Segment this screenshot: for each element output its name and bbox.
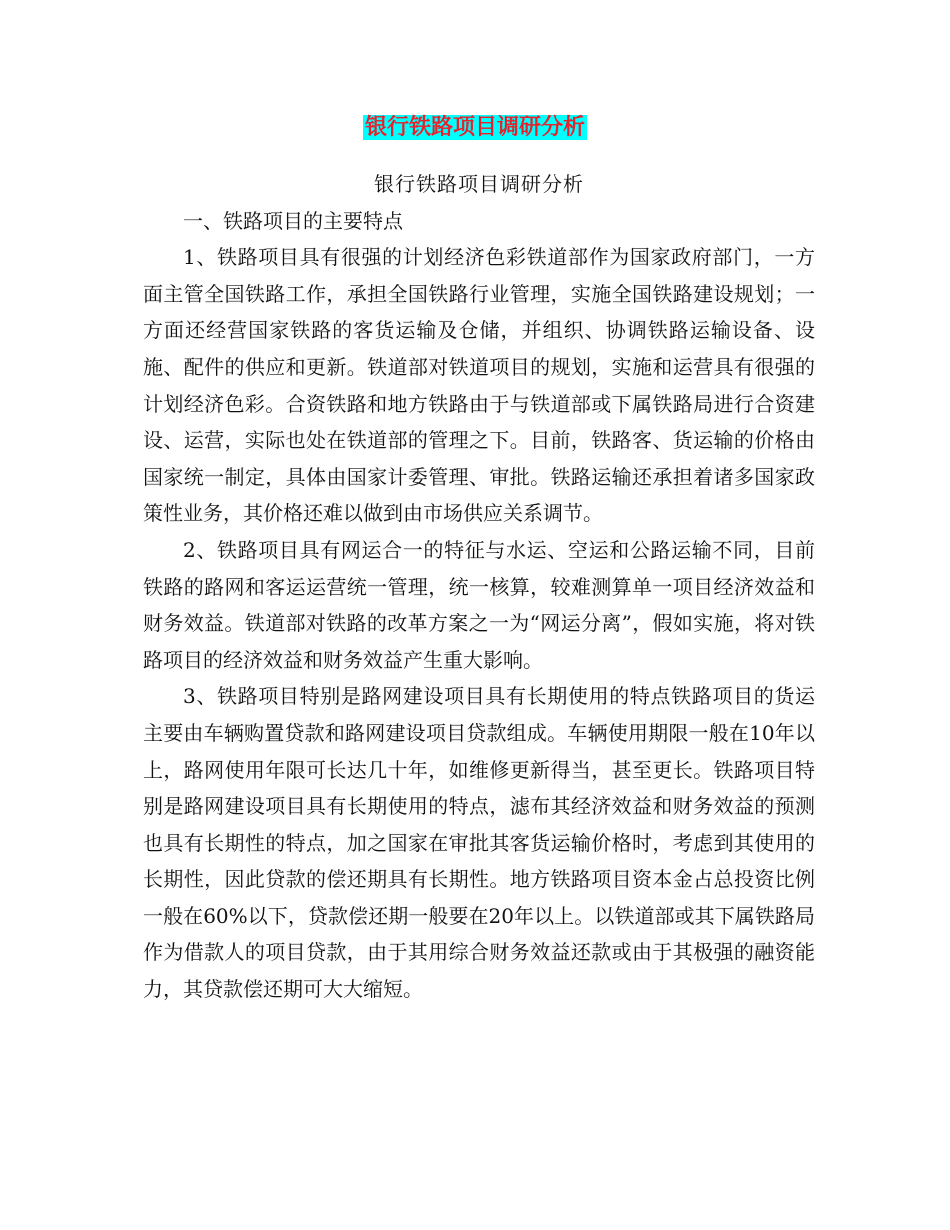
document-body — [143, 166, 815, 1008]
document-heading — [0, 110, 950, 146]
document-subtitle: 银行铁路项目调研分析 — [374, 172, 584, 196]
highlighted-title: 银行铁路项目调研分析 — [364, 115, 585, 140]
paragraph-1: 1、铁路项目具有很强的计划经济色彩铁道部作为国家政府部门，一方面主管全国铁路工作，承担全国铁路行业管理，实施全国铁路建设规划；一方面还经营国家铁路的客货运输及仓储，并组织、协调铁路运输设备、设施、配件的供应和更新。铁道部对铁道项目的规划，实施和运营具有很强的计划经济色彩。合资铁路和地方铁路由于与铁道部或下属铁路局进行合资建设、运营，实际也处在铁道部的管理之下。目前，铁路客、货运输的价格由国家统一制定，具体由国家计委管理、审批。铁路运输还承担着诸多国家政策性业务，其价格还难以做到由市场供应关系调节。 — [143, 245, 815, 526]
section-heading: 一、铁路项目的主要特点 — [183, 208, 403, 233]
paragraph-3: 3、铁路项目特别是路网建设项目具有长期使用的特点铁路项目的货运主要由车辆购置贷款和路网建设项目贷款组成。车辆使用期限一般在10年以上，路网使用年限可长达几十年，如维修更新得当，甚至更长。铁路项目特别是路网建设项目具有长期使用的特点，滤布其经济效益和财务效益的预测也具有长期性的特点，加之国家在审批其客货运输价格时，考虑到其使用的长期性，因此贷款的偿还期具有长期性。地方铁路项目资本金占总投资比例一般在60%以下，贷款偿还期一般要在20年以上。以铁道部或其下属铁路局作为借款人的项目贷款，由于其用综合财务效益还款或由于其极强的融资能力，其贷款偿还期可大大缩短。 — [143, 684, 815, 1002]
paragraph-2: 2、铁路项目具有网运合一的特征与水运、空运和公路运输不同，目前铁路的路网和客运运营统一管理，统一核算，较难测算单一项目经济效益和财务效益。铁道部对铁路的改革方案之一为“网运分离”，假如实施，将对铁路项目的经济效益和财务效益产生重大影响。 — [143, 537, 815, 672]
